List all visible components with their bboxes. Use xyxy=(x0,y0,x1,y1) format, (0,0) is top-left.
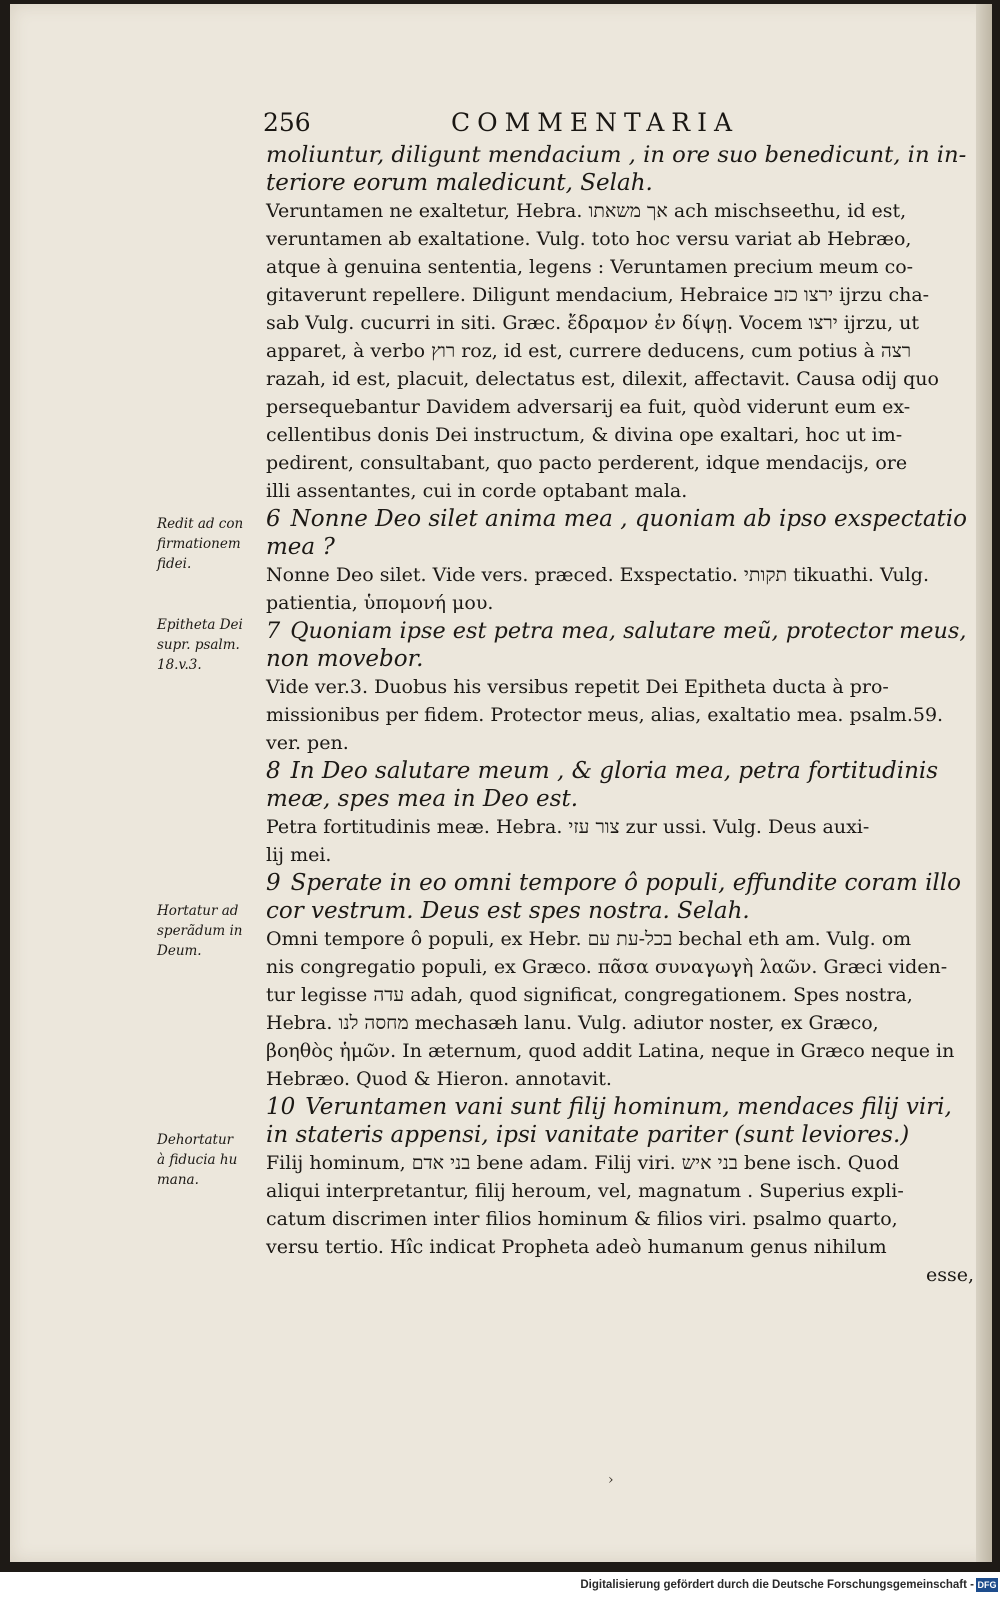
footer-credit: Digitalisierung gefördert durch die Deutsche Forschungsgemeinschaft - xyxy=(580,1579,974,1591)
margin-note-line: mana. xyxy=(157,1172,199,1188)
running-head xyxy=(263,108,963,144)
commentary-text xyxy=(266,1149,974,1289)
margin-note-line: 18.v.3. xyxy=(157,657,202,673)
commentary-line: lij mei. xyxy=(266,844,332,866)
commentary-line: ver. pen. xyxy=(266,732,349,754)
commentary-line: patientia, ὑπομονή μου. xyxy=(266,592,494,614)
verse-line: moliuntur, diligunt mendacium , in ore suo benedicunt, in in- xyxy=(266,142,967,168)
verse-number: 6 xyxy=(266,506,281,532)
margin-note-line: fidei. xyxy=(157,556,192,572)
margin-note-line: Deum. xyxy=(157,943,202,959)
commentary-line: versu tertio. Hîc indicat Propheta adeò humanum genus nihilum xyxy=(266,1236,887,1258)
commentary-line: Filij hominum, בני אדם bene adam. Filij viri. בני איש bene isch. Quod xyxy=(266,1152,900,1174)
running-head-title: COMMENTARIA xyxy=(451,108,740,137)
commentary-line: nis congregatio populi, ex Græco. πᾶσα συναγωγὴ λαῶν. Græci viden- xyxy=(266,956,948,978)
margin-note xyxy=(157,615,265,675)
commentary-text xyxy=(266,925,974,1093)
verse-line: teriore eorum maledicunt, Selah. xyxy=(266,170,653,196)
commentary-line: tur legisse עדה adah, quod significat, congregationem. Spes nostra, xyxy=(266,984,913,1006)
commentary-line: atque à genuina sententia, legens : Veruntamen precium meum co- xyxy=(266,256,914,278)
commentary-line: Omni tempore ô populi, ex Hebr. בכל-עת עם bechal eth am. Vulg. om xyxy=(266,928,912,950)
margin-note-line: sperãdum in xyxy=(157,923,243,939)
commentary-text xyxy=(266,673,974,757)
margin-note xyxy=(157,1130,265,1190)
page-edge xyxy=(976,4,992,1562)
commentary-line: razah, id est, placuit, delectatus est, dilexit, affectavit. Causa odij quo xyxy=(266,368,939,390)
main-text xyxy=(266,141,974,1289)
verse-line: in stateris appensi, ipsi vanitate pariter (sunt leviores.) xyxy=(266,1122,910,1148)
digitization-footer xyxy=(0,1572,1000,1601)
verse-number: 7 xyxy=(266,618,281,644)
verse-line xyxy=(266,505,974,533)
verse-line-text: Nonne Deo silet anima mea , quoniam ab ipso exspectatio xyxy=(290,506,968,532)
verse-9 xyxy=(266,869,974,925)
commentary-line: Nonne Deo silet. Vide vers. præced. Exspectatio. תקותי tikuathi. Vulg. xyxy=(266,564,929,586)
commentary-line: missionibus per fidem. Protector meus, alias, exaltatio mea. psalm.59. xyxy=(266,704,944,726)
book-page xyxy=(10,4,992,1562)
commentary-line: catum discrimen inter filios hominum & filios viri. psalmo quarto, xyxy=(266,1208,898,1230)
commentary-line: gitaverunt repellere. Diligunt mendacium, Hebraice ירצו כזב ijrzu cha- xyxy=(266,284,930,306)
commentary-line: illi assentantes, cui in corde optabant mala. xyxy=(266,480,688,502)
verse-8 xyxy=(266,757,974,813)
verse-line xyxy=(266,869,974,897)
commentary-line: Vide ver.3. Duobus his versibus repetit Dei Epitheta ducta à pro- xyxy=(266,676,889,698)
commentary-line: Hebræo. Quod & Hieron. annotavit. xyxy=(266,1068,612,1090)
verse-10 xyxy=(266,1093,974,1149)
verse-line: cor vestrum. Deus est spes nostra. Selah. xyxy=(266,898,750,924)
verse-line-text: Sperate in eo omni tempore ô populi, effundite coram illo xyxy=(290,870,961,896)
commentary-line: esse, xyxy=(925,1264,974,1286)
commentary-line: Hebra. מחסה לנו mechasæh lanu. Vulg. adiutor noster, ex Græco, xyxy=(266,1012,879,1034)
verse-number: 8 xyxy=(266,758,281,784)
margin-note-line: Epitheta Dei xyxy=(157,617,243,633)
commentary-line: Veruntamen ne exaltetur, Hebra. אך משאתו ach mischseethu, id est, xyxy=(266,200,907,222)
margin-note xyxy=(157,514,265,574)
commentary-line: βοηθὸς ἡμῶν. In æternum, quod addit Latina, neque in Græco neque in xyxy=(266,1040,955,1062)
verse-text xyxy=(266,141,974,197)
verse-6 xyxy=(266,505,974,561)
verse-line: mea ? xyxy=(266,534,335,560)
commentary-text xyxy=(266,813,974,869)
verse-line-text: Quoniam ipse est petra mea, salutare meũ, protector meus, xyxy=(290,618,967,644)
margin-note-line: Hortatur ad xyxy=(157,903,239,919)
commentary-text xyxy=(266,197,974,505)
verse-line xyxy=(266,1093,974,1121)
margin-note-line: supr. psalm. xyxy=(157,637,240,653)
commentary-text xyxy=(266,561,974,617)
verse-line: meæ, spes mea in Deo est. xyxy=(266,786,579,812)
margin-note-line: firmationem xyxy=(157,536,241,552)
commentary-line: cellentibus donis Dei instructum, & divina ope exaltari, hoc ut im- xyxy=(266,424,903,446)
verse-line xyxy=(266,757,974,785)
commentary-line: apparet, à verbo רוץ roz, id est, currere deducens, cum potius à רצה xyxy=(266,340,912,362)
verse-line-text: Veruntamen vani sunt filij hominum, mendaces filij viri, xyxy=(305,1094,952,1120)
margin-note-line: Dehortatur xyxy=(157,1132,234,1148)
printer-mark: › xyxy=(608,1472,614,1488)
verse-line: non movebor. xyxy=(266,646,424,672)
commentary-line: pedirent, consultabant, quo pacto perderent, idque mendacijs, ore xyxy=(266,452,908,474)
page-number: 256 xyxy=(263,108,311,137)
dfg-logo-icon: DFG xyxy=(977,1580,997,1590)
verse-line-text: In Deo salutare meum , & gloria mea, petra fortitudinis xyxy=(290,758,939,784)
verse-line xyxy=(266,617,974,645)
verse-number: 9 xyxy=(266,870,281,896)
commentary-line: aliqui interpretantur, filij heroum, vel, magnatum . Superius expli- xyxy=(266,1180,904,1202)
verse-number: 10 xyxy=(266,1094,296,1120)
commentary-line: veruntamen ab exaltatione. Vulg. toto hoc versu variat ab Hebræo, xyxy=(266,228,912,250)
commentary-line: sab Vulg. cucurri in siti. Græc. ἔδραμον ἐν δίψῃ. Vocem ירצו ijrzu, ut xyxy=(266,312,920,334)
margin-note-line: Redit ad con xyxy=(157,516,244,532)
margin-note-line: à fiducia hu xyxy=(157,1152,238,1168)
commentary-line: Petra fortitudinis meæ. Hebra. צור עזי zur ussi. Vulg. Deus auxi- xyxy=(266,816,870,838)
margin-note xyxy=(157,901,265,961)
verse-7 xyxy=(266,617,974,673)
commentary-line: persequebantur Davidem adversarij ea fuit, quòd viderunt eum ex- xyxy=(266,396,911,418)
